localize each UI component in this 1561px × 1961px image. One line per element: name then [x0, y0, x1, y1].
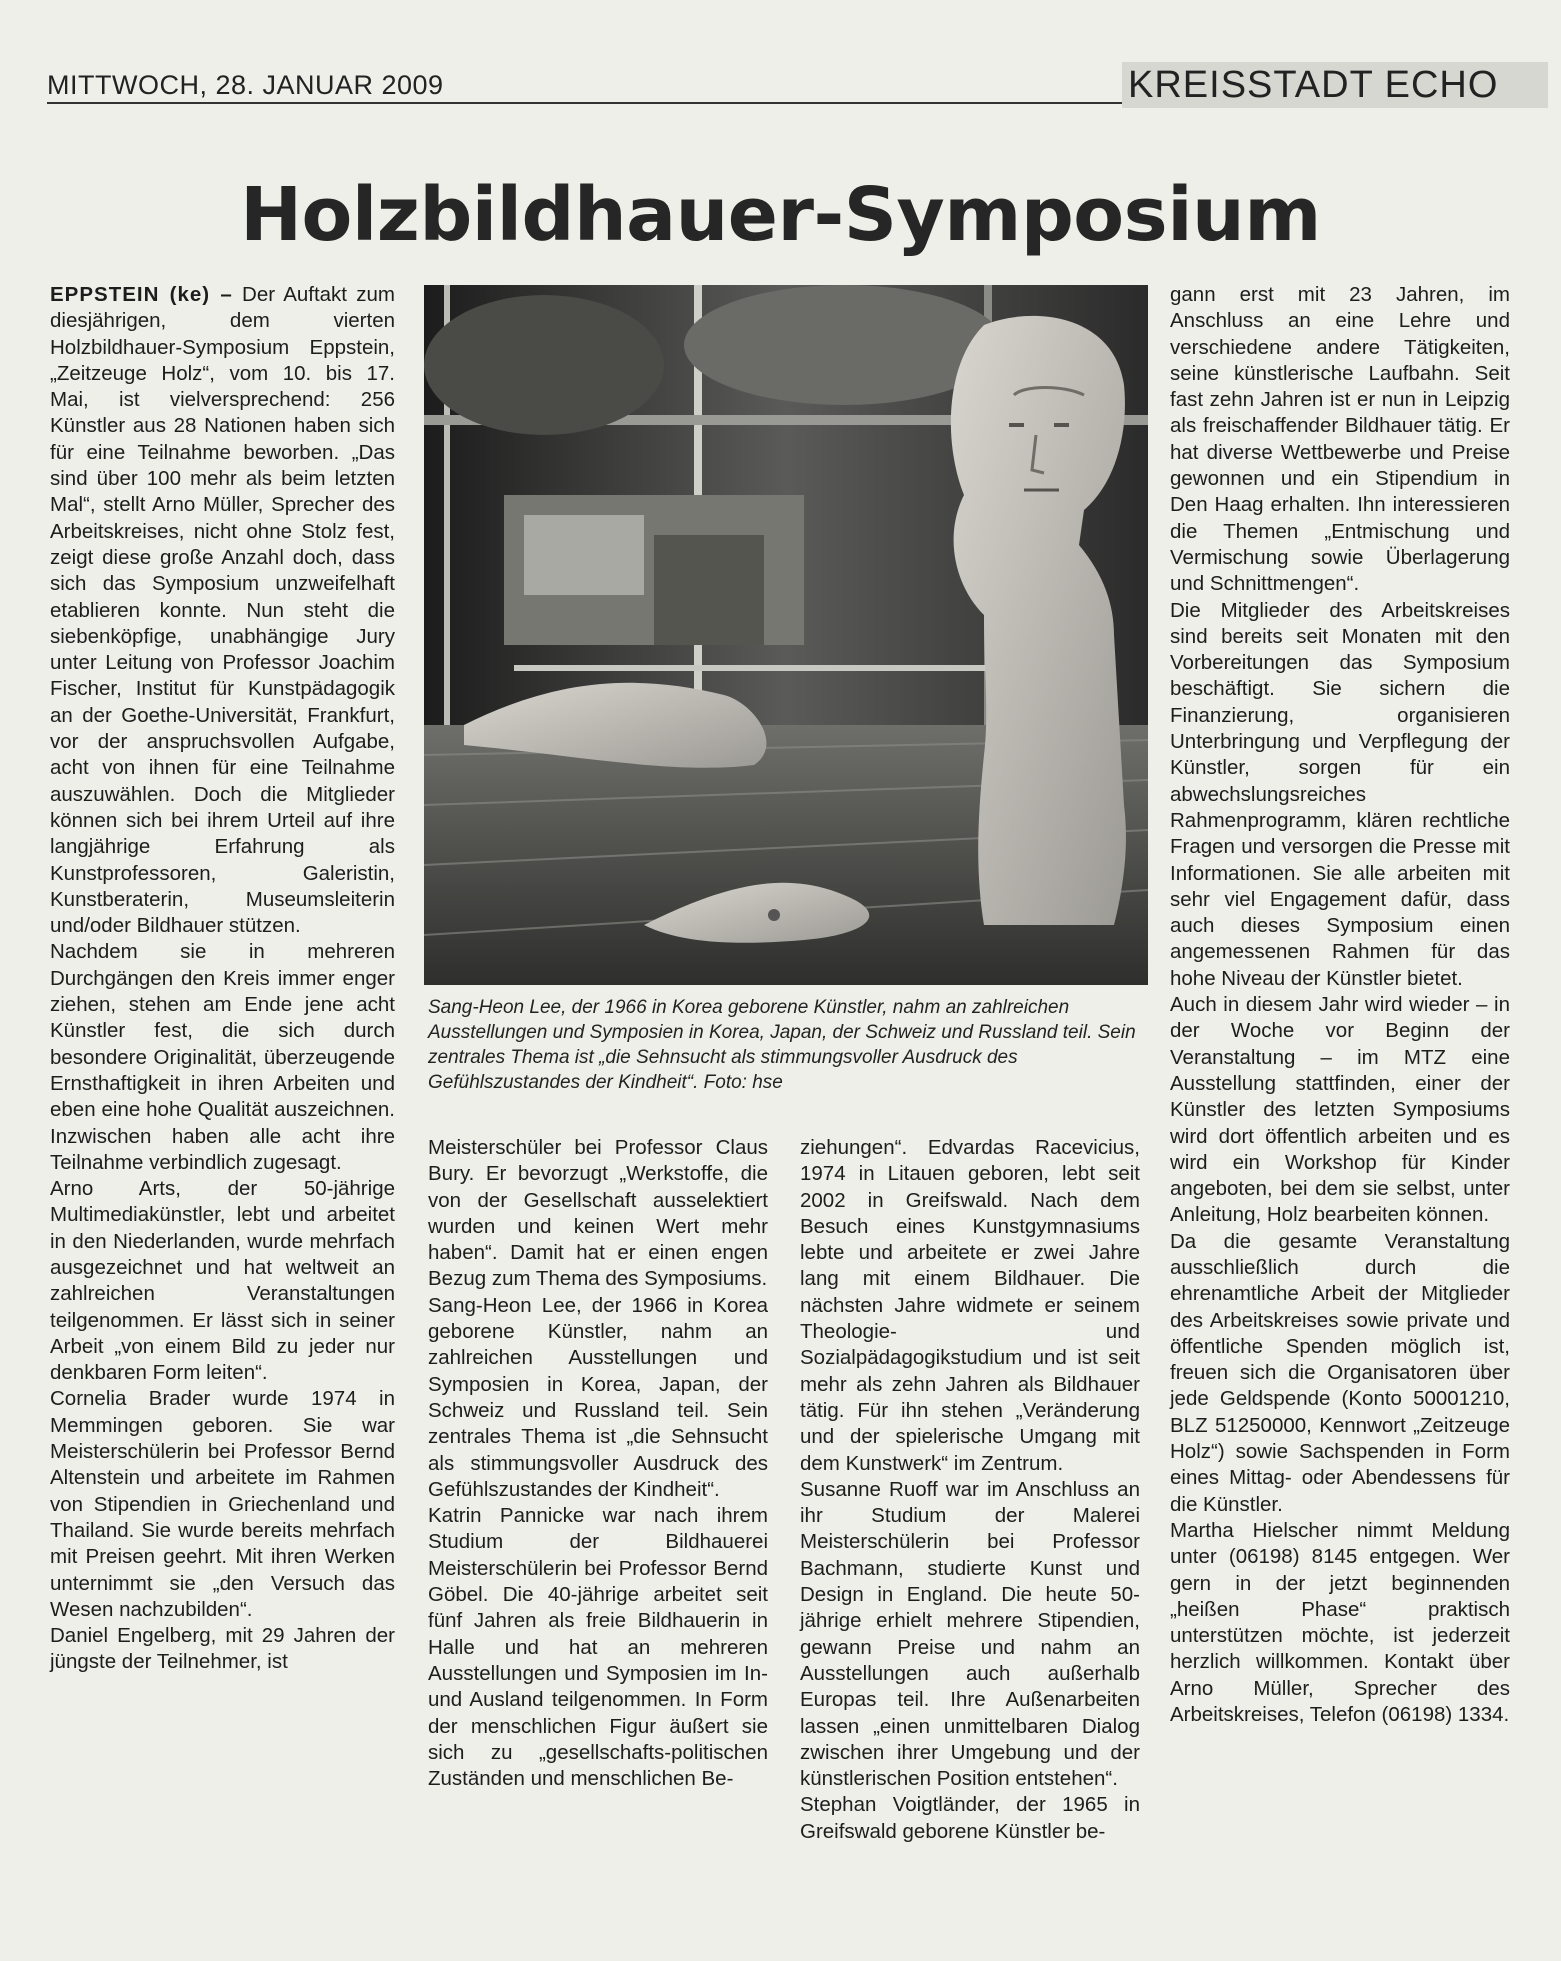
article-column-3: [800, 1135, 1140, 1845]
article-paragraph: [50, 282, 395, 939]
article-paragraph: Susanne Ruoff war im Anschluss an ihr Studium der Malerei Meisterschülerin bei Professor Bachmann, studierte Kunst und Design in England. Die heute 50-jährige erhielt mehrere Stipendien, gewann Preise und nahm an Ausstellungen auch außerhalb Europas teil. Ihre Außenarbeiten lassen „einen unmittelbaren Dialog zwischen ihrer Umgebung und der künstlerischen Position entstehen“.: [800, 1477, 1140, 1791]
sculpture-photo-illustration: [424, 285, 1148, 985]
article-column-1: [50, 282, 395, 1676]
photo-caption: Sang-Heon Lee, der 1966 in Korea geborene Künstler, nahm an zahlreichen Ausstellungen und Symposien in Korea, Japan, der Schweiz und Russland teil. Sein zentrales Thema ist „die Sehnsucht als stimmungsvoller Ausdruck des Gefühlszustandes der Kindheit“. Foto: hse: [428, 997, 1136, 1093]
dateline: EPPSTEIN (ke) –: [50, 283, 233, 306]
article-paragraph: ziehungen“. Edvardas Racevicius, 1974 in Litauen geboren, lebt seit 2002 in Greifswald. Nach dem Besuch eines Kunstgymnasiums lebte und arbeitete er zwei Jahre lang mit einem Bildhauer. Die nächsten Jahre widmete er seinem Theologie- und Sozialpädagogikstudium und ist seit mehr als zehn Jahren als Bildhauer tätig. Für ihn stehen „Veränderung und der spielerische Umgang mit dem Kunstwerk“ im Zentrum.: [800, 1136, 1140, 1475]
article-paragraph: Daniel Engelberg, mit 29 Jahren der jüngste der Teilnehmer, ist: [50, 1624, 395, 1674]
article-headline: Holzbildhauer-Symposium: [240, 172, 1321, 258]
newspaper-name: KREISSTADT ECHO: [1122, 62, 1548, 108]
paragraph-text: Der Auftakt zum diesjährigen, dem vierten Holzbildhauer-Symposium Eppstein, „Zeitzeuge Holz“, vom 10. bis 17. Mai, ist vielversprechend: 256 Künstler aus 28 Nationen haben sich für eine Teilnahme beworben. „Das sind über 100 mehr als beim letzten Mal“, stellt Arno Müller, Sprecher des Arbeitskreises, nicht ohne Stolz fest, zeigt diese große Anzahl doch, dass sich das Symposium unzweifelhaft etablieren konnte. Nun steht die siebenköpfige, unabhängige Jury unter Leitung von Professor Joachim Fischer, Institut für Kunstpädagogik an der Goethe-Universität, Frankfurt, vor der anspruchsvollen Aufgabe, acht von ihnen für eine Teilnahme auszuwählen. Doch die Mitglieder können sich bei ihrem Urteil auf ihre langjährige Erfahrung als Kunstprofessoren, Galeristin, Kunstberaterin, Museumsleiterin und/oder Bildhauer stützen.: [50, 283, 395, 938]
article-paragraph: Auch in diesem Jahr wird wieder – in der Woche vor Beginn der Veranstaltung – im MTZ eine Ausstellung stattfinden, einer der Künstler des letzten Symposiums wird dort öffentlich arbeiten und es wird ein Workshop für Kinder angeboten, bei dem sie selbst, unter Anleitung, Holz bearbeiten können.: [1170, 993, 1510, 1227]
article-paragraph: Da die gesamte Veranstaltung ausschließlich durch die ehrenamtliche Arbeit der Mitglieder des Arbeitskreises sowie private und öffentliche Spenden möglich ist, freuen sich die Organisatoren über jede Geldspende (Konto 50001210, BLZ 51250000, Kennwort „Zeitzeuge Holz“) sowie Sachspenden in Form eines Mittag- oder Abendessens für die Künstler.: [1170, 1229, 1510, 1516]
issue-date: MITTWOCH, 28. JANUAR 2009: [47, 70, 444, 100]
article-paragraph: Arno Arts, der 50-jährige Multimediakünstler, lebt und arbeitet in den Niederlanden, wurde mehrfach ausgezeichnet und hat weltweit an zahlreichen Veranstaltungen teilgenommen. Er lässt sich in seiner Arbeit „von einem Bild zu jeder nur denkbaren Form leiten“.: [50, 1177, 395, 1385]
article-paragraph: Nachdem sie in mehreren Durchgängen den Kreis immer enger ziehen, stehen am Ende jene acht Künstler fest, die sich durch besondere Originalität, überzeugende Ernsthaftigkeit in ihren Arbeiten und eben eine hohe Qualität auszeichnen. Inzwischen haben alle acht ihre Teilnahme verbindlich zugesagt.: [50, 940, 395, 1174]
article-paragraph: Stephan Voigtländer, der 1965 in Greifswald geborene Künstler be-: [800, 1793, 1140, 1843]
article-paragraph: Die Mitglieder des Arbeitskreises sind bereits seit Monaten mit den Vorbereitungen das Symposium beschäftigt. Sie sichern die Finanzierung, organisieren Unterbringung und Verpflegung der Künstler, sorgen für ein abwechslungsreiches Rahmenprogramm, klären rechtliche Fragen und versorgen die Presse mit Informationen. Sie alle arbeiten mit sehr viel Engagement dafür, dass auch dieses Symposium einen angemessenen Rahmen für das hohe Niveau der Künstler bietet.: [1170, 598, 1510, 990]
article-column-2: [428, 1135, 768, 1792]
article-photo: [424, 285, 1148, 985]
article-paragraph: Sang-Heon Lee, der 1966 in Korea geborene Künstler, nahm an zahlreichen Ausstellungen und Symposien in Korea, Japan, der Schweiz und Russland teil. Sein zentrales Thema ist „die Sehnsucht als stimmungsvoller Ausdruck des Gefühlszustandes der Kindheit“.: [428, 1293, 768, 1501]
article-paragraph: Katrin Pannicke war nach ihrem Studium der Bildhauerei Meisterschülerin bei Professor Bernd Göbel. Die 40-jährige arbeitet seit fünf Jahren als freie Bildhauerin in Halle und hat an mehreren Ausstellungen und Symposien im In- und Ausland teilgenommen. In Form der menschlichen Figur äußert sie sich zu „gesellschafts-politischen Zuständen und menschlichen Be-: [428, 1504, 768, 1791]
article-paragraph: Cornelia Brader wurde 1974 in Memmingen geboren. Sie war Meisterschülerin bei Professor Bernd Altenstein und arbeitete im Rahmen von Stipendien in Griechenland und Thailand. Sie wurde bereits mehrfach mit Preisen geehrt. Mit ihren Werken unternimmt sie „den Versuch das Wesen nachzubilden“.: [50, 1387, 395, 1621]
article-paragraph: gann erst mit 23 Jahren, im Anschluss an eine Lehre und verschiedene andere Tätigkeiten, seine künstlerische Laufbahn. Seit fast zehn Jahren ist er nun in Leipzig als freischaffender Bildhauer tätig. Er hat diverse Wettbewerbe und Preise gewonnen und ein Stipendium in Den Haag erhalten. Ihn interessieren die Themen „Entmischung und Vermischung sowie Überlagerung und Schnittmengen“.: [1170, 283, 1510, 596]
article-paragraph: Martha Hielscher nimmt Meldung unter (06198) 8145 entgegen. Wer gern in der jetzt beginnenden „heißen Phase“ praktisch unterstützen möchte, ist jederzeit herzlich willkommen. Kontakt über Arno Müller, Sprecher des Arbeitskreises, Telefon (06198) 1334.: [1170, 1518, 1510, 1727]
article-column-4: [1170, 282, 1510, 1728]
article-paragraph: Meisterschüler bei Professor Claus Bury. Er bevorzugt „Werkstoffe, die von der Gesellschaft ausselektiert wurden und keinen Wert mehr haben“. Damit hat er einen engen Bezug zum Thema des Symposiums.: [428, 1136, 768, 1291]
masthead-rule: [47, 102, 1127, 104]
